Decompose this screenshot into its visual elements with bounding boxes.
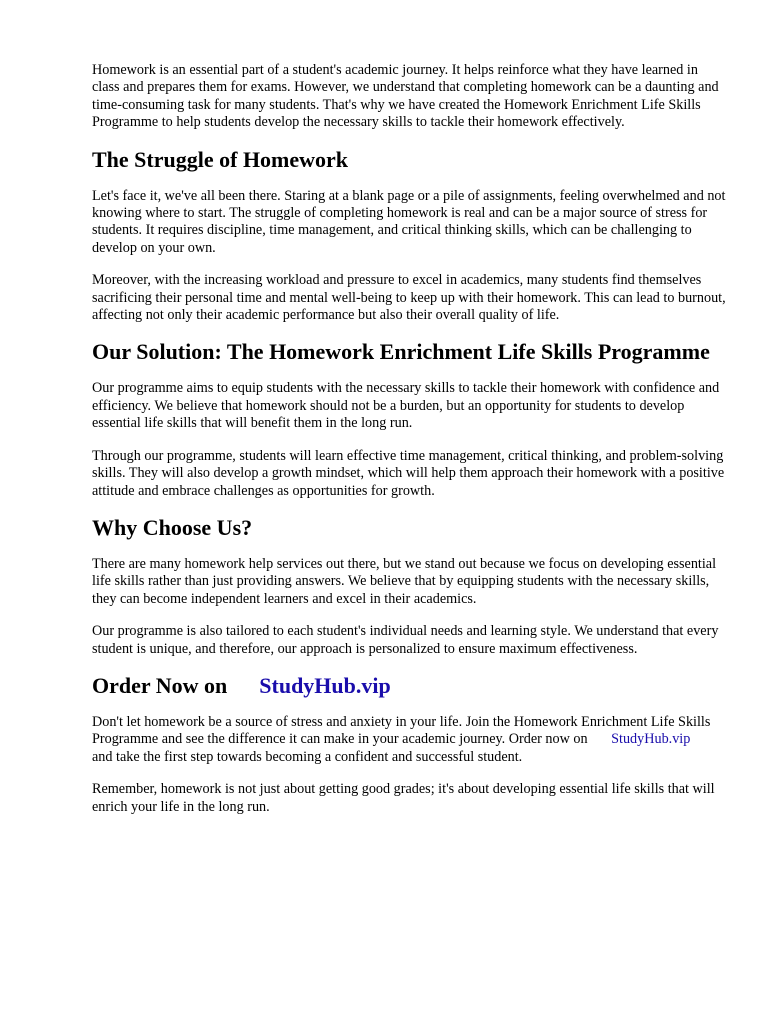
studyhub-heading-link[interactable]: StudyHub.vip xyxy=(259,672,391,698)
heading-order-now xyxy=(92,673,728,699)
heading-order-now-text: Order Now on xyxy=(92,672,228,698)
order-paragraph-1 xyxy=(92,714,728,766)
solution-paragraph-2: Through our programme, students will learn effective time management, critical thinking, and problem-solving skills. They will also develop a growth mindset, which will help them approach their homework with a positive attitude and embrace challenges as opportunities for growth. xyxy=(92,447,725,499)
heading-solution: Our Solution: The Homework Enrichment Life Skills Programme xyxy=(92,339,710,365)
why-paragraph-2: Our programme is also tailored to each student's individual needs and learning style. We understand that every student is unique, and therefore, our approach is personalized to ensure maximum effectiveness. xyxy=(92,623,719,657)
order-paragraph-1-text: Don't let homework be a source of stress and anxiety in your life. Join the Homework Enrichment Life Skills Programme and see the difference it can make in your academic journey. Order now on xyxy=(92,713,711,748)
struggle-paragraph-2: Moreover, with the increasing workload and pressure to excel in academics, many students find themselves sacrificing their personal time and mental well-being to keep up with their homework. This can lead to burnout, affecting not only their academic performance but also their overall quality of life. xyxy=(92,272,726,324)
intro-paragraph: Homework is an essential part of a student's academic journey. It helps reinforce what they have learned in class and prepares them for exams. However, we understand that completing homework can be a daunting and time-consuming task for many students. That's why we have created the Homework Enrichment Life Skills Programme to help students develop the necessary skills to tackle their homework effectively. xyxy=(92,62,719,131)
heading-struggle: The Struggle of Homework xyxy=(92,146,349,172)
why-paragraph-1: There are many homework help services out there, but we stand out because we focus on developing essential life skills rather than just providing answers. We believe that by equipping students with the necessary skills, they can become independent learners and excel in their academics. xyxy=(92,555,717,607)
studyhub-inline-link[interactable]: StudyHub.vip xyxy=(611,731,691,748)
struggle-paragraph-1: Let's face it, we've all been there. Staring at a blank page or a pile of assignments, feeling overwhelmed and not knowing where to start. The struggle of completing homework is real and can be a major source of stress for students. It requires discipline, time management, and critical thinking skills, which can be challenging to develop on your own. xyxy=(92,187,726,256)
solution-paragraph-1: Our programme aims to equip students with the necessary skills to tackle their homework with confidence and efficiency. We believe that homework should not be a burden, but an opportunity for students to develop essential life skills that will benefit them in the long run. xyxy=(92,380,720,432)
order-paragraph-2: Remember, homework is not just about getting good grades; it's about developing essential life skills that will enrich your life in the long run. xyxy=(92,781,715,815)
document-page xyxy=(92,62,728,831)
heading-why-choose-us: Why Choose Us? xyxy=(92,514,253,540)
order-paragraph-1-tail: and take the first step towards becoming a confident and successful student. xyxy=(92,748,523,765)
